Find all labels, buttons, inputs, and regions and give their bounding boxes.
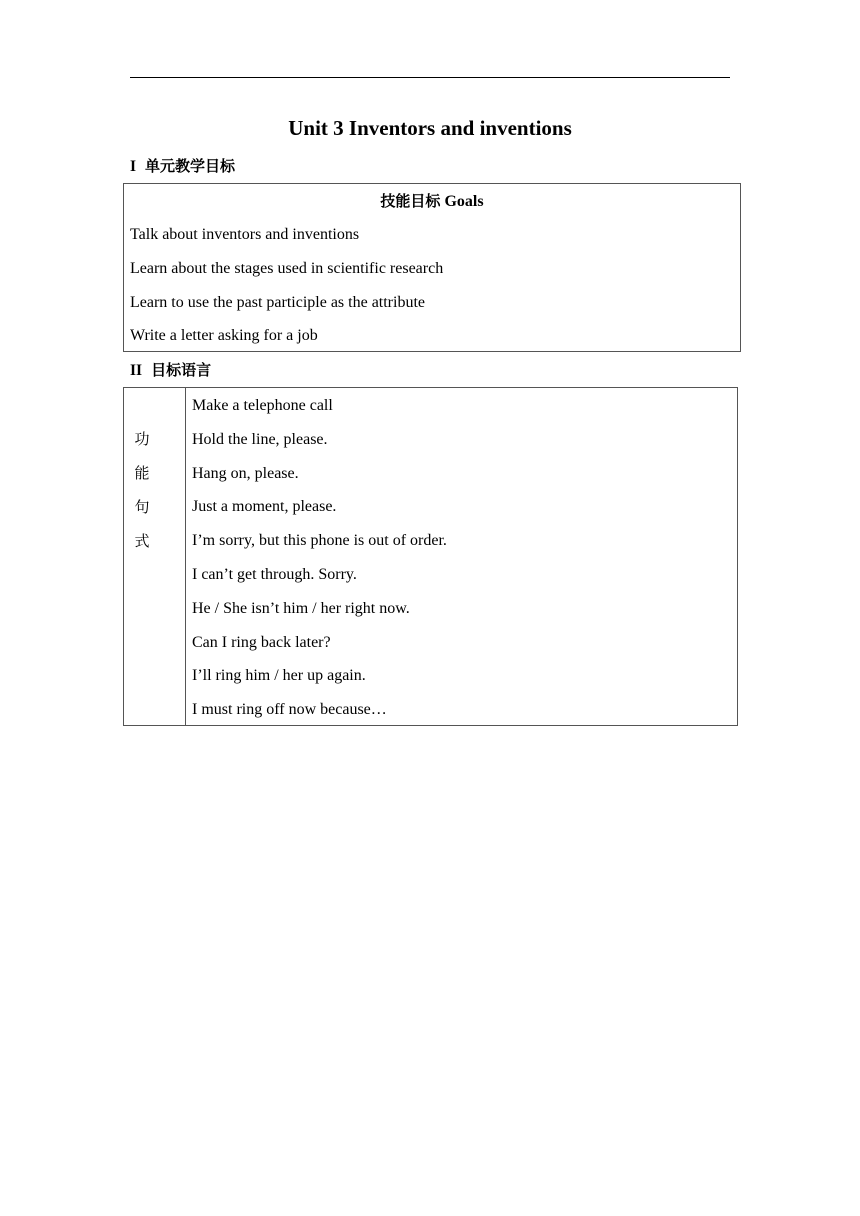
goals-table-header [124, 191, 740, 212]
sentence-item: Hang on, please. [192, 464, 299, 482]
label-char: 能 [134, 464, 150, 482]
sentence-item: Hold the line, please. [192, 430, 328, 448]
label-char: 式 [134, 532, 150, 550]
section-2-number: II [130, 362, 143, 379]
sentence-item: I can’t get through. Sorry. [192, 565, 357, 583]
section-1-heading [130, 156, 235, 177]
label-char: 功 [134, 430, 150, 448]
sentence-item: I must ring off now because… [192, 701, 387, 719]
label-char: 句 [134, 498, 150, 516]
section-2-heading [130, 360, 211, 381]
sentence-item: I’ll ring him / her up again. [192, 667, 366, 685]
goal-item: Write a letter asking for a job [130, 327, 318, 345]
sentence-item: Just a moment, please. [192, 498, 337, 516]
function-sentences-label [124, 388, 186, 725]
section-1-title: 单元教学目标 [145, 157, 236, 175]
section-1-number: I [130, 158, 137, 175]
goal-item: Learn about the stages used in scientific research [130, 259, 444, 277]
document-title: Unit 3 Inventors and inventions [288, 116, 572, 140]
sentence-item: Make a telephone call [192, 397, 333, 414]
header-rule [130, 77, 730, 78]
section-2-title: 目标语言 [151, 361, 212, 379]
goals-header-cn: 技能目标 [380, 192, 441, 210]
target-language-table [123, 387, 738, 726]
sentence-item: He / She isn’t him / her right now. [192, 599, 410, 617]
sentence-item: I’m sorry, but this phone is out of order. [192, 532, 447, 550]
goals-table [123, 183, 741, 352]
goals-list [130, 225, 443, 360]
goals-header-en: Goals [444, 193, 484, 210]
goal-item: Learn to use the past participle as the attribute [130, 293, 425, 311]
goal-item: Talk about inventors and inventions [130, 226, 360, 243]
function-sentences-list [192, 396, 447, 734]
sentence-item: Can I ring back later? [192, 633, 331, 651]
